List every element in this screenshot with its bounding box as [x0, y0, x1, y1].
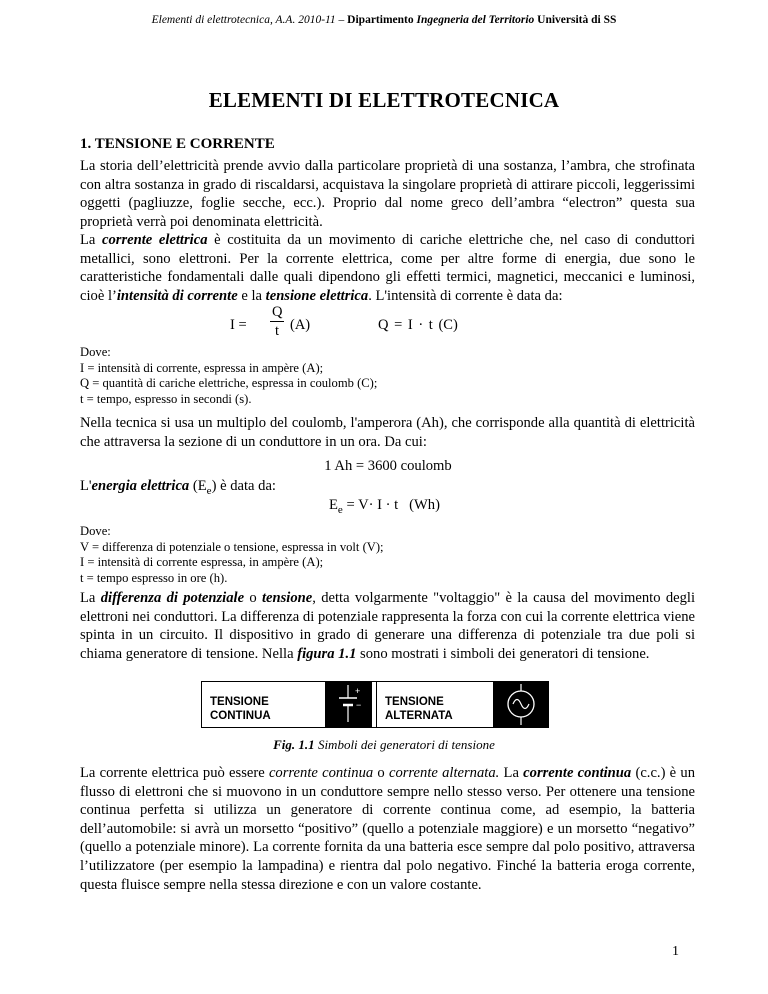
- paragraph-amperora-text: Nella tecnica si usa un multiplo del coulomb, l'amperora (Ah), che corrisponde alla quantità di elettricità che attraversa la sezione di un conduttore in un ora. Da cui:: [80, 415, 695, 450]
- term-tensione-elettrica: tensione elettrica: [265, 287, 369, 304]
- where-line: I = intensità di corrente, espressa in ampère (A);: [80, 360, 324, 375]
- where-line: Dove:: [80, 524, 111, 538]
- header-dept-name: Ingegneria del Territorio: [416, 14, 535, 26]
- figure-caption: [0, 737, 768, 753]
- text-run: La corrente elettrica può essere: [80, 765, 269, 781]
- header-course: Elementi di elettrotecnica, A.A. 2010-11 –: [151, 14, 348, 26]
- equation-ah: 1 Ah = 3600 coulomb: [324, 458, 452, 474]
- dc-label-line: TENSIONE: [210, 696, 269, 708]
- term-corrente-continua-bold: corrente continua: [523, 765, 632, 781]
- text-run: L': [80, 478, 92, 494]
- paragraph-amperora: [80, 414, 695, 451]
- formula-charge: Q = I · t (C): [378, 317, 458, 333]
- text-run: e la: [237, 287, 266, 304]
- document-title: ELEMENTI DI ELETTROTECNICA: [208, 88, 560, 112]
- term-corrente-continua: corrente continua: [268, 765, 374, 781]
- subscript: e: [337, 503, 343, 516]
- text-run: La: [80, 232, 102, 248]
- text-run: (c.c.) è un flusso di elettroni che si muovono in un conduttore sempre nello stesso verso. Per ottenere una tensione continua perfetta si utilizza un generatore di corrente continua come, ad esempio, la batteria dell’automobile: si avrà un morsetto “positivo” (quello a potenziale maggiore) e un morsetto “negativo” (quello a potenziale minore). La corrente fornita da una batteria esce sempre dal polo positivo, attraversa l’utilizzatore (per esempio la lampadina) e rientra dal polo negativo. Finché la batteria eroga corrente, questa fluisce sempre nella stessa direzione e con un valore costante.: [80, 765, 696, 893]
- text-run: è costituita da un movimento di cariche elettriche che, nel caso di conduttori metallici, sono elettroni. Per la corrente elettrica, come per altre forme di energia, due sono le caratteristiche fondamentali dalle quali dipendono gli effetti termici, magnetici, meccanici e luminosi, cioè l’: [80, 232, 695, 304]
- dc-symbol-cell: [326, 682, 371, 727]
- ac-label-line: TENSIONE: [385, 696, 444, 708]
- subscript: e: [206, 484, 212, 497]
- formula-lhs: I =: [230, 317, 247, 333]
- caption-label: Fig. 1.1: [273, 737, 315, 752]
- where-line: t = tempo espresso in ore (h).: [80, 570, 228, 585]
- text-run: = V· I · t (Wh): [342, 497, 440, 513]
- header-dept: Dipartimento: [347, 14, 417, 26]
- minus-sign: −: [356, 700, 362, 710]
- term-differenza-potenziale: differenza di potenziale: [100, 590, 245, 606]
- where-line: I = intensità di corrente espressa, in ampère (A);: [80, 555, 324, 570]
- where-line: Dove:: [80, 345, 111, 359]
- section-heading: 1. TENSIONE E CORRENTE: [80, 136, 275, 152]
- dc-label: [202, 682, 326, 727]
- running-header: [0, 14, 768, 26]
- where-line: t = tempo, espresso in secondi (s).: [80, 391, 252, 406]
- paragraph-amber: [80, 157, 695, 231]
- paragraph-amber-text: La storia dell’elettricità prende avvio dalla particolare proprietà di una sostanza, l’ambra, che strofinata con altra sostanza in grado di riscaldarsi, acquistava la singolare proprietà di attirare piccoli, leggerissimi oggetti (pagliuzze, foglie secche, ecc.). Proprio dal nome greco dell’ambra “electron” questa sua proprietà verrà poi denominata elettricità.: [80, 158, 695, 230]
- where-list-2: [80, 524, 695, 586]
- dc-label-line: CONTINUA: [210, 710, 271, 722]
- term-energia-elettrica: energia elettrica: [91, 478, 190, 494]
- text-run: ) è data da:: [211, 478, 276, 494]
- text-run: o: [244, 590, 262, 606]
- ac-label-line: ALTERNATA: [385, 710, 453, 722]
- text-run: E: [329, 497, 338, 513]
- text-run: sono mostrati i simboli dei generatori di tensione.: [356, 645, 650, 662]
- formula-current: [230, 302, 590, 342]
- where-list-1: [80, 345, 695, 407]
- page-number: 1: [672, 944, 679, 959]
- ac-symbol-cell: [494, 682, 548, 727]
- term-corrente-elettrica: corrente elettrica: [102, 232, 208, 248]
- text-run: La: [499, 765, 524, 781]
- fraction-bar: [270, 321, 284, 322]
- paragraph-current-text: [80, 231, 695, 305]
- term-tensione: tensione: [261, 590, 313, 606]
- ac-source-icon: [494, 682, 548, 727]
- text-run: La: [80, 590, 101, 606]
- figure-reference: figura 1.1: [297, 645, 357, 662]
- text-run: (E: [189, 478, 207, 494]
- where-line: Q = quantità di cariche elettriche, espressa in coulomb (C);: [80, 376, 378, 391]
- text-run: , detta volgarmente "voltaggio" è la causa del movimento degli elettroni nei conduttori. La differenza di potenziale rappresenta la forza con cui la corrente elettrica viene spinta in un circuito. Il dispositivo in grado di generare una differenza di potenziale tra due poli si chiama generatore di tensione. Nella: [80, 590, 696, 662]
- header-university: Università di SS: [534, 14, 617, 26]
- where-line: V = differenza di potenziale o tensione, espressa in volt (V);: [80, 539, 384, 554]
- paragraph-dc-text: [80, 764, 695, 894]
- term-corrente-alternata: corrente alternata.: [388, 765, 500, 781]
- paragraph-voltage: [80, 589, 695, 663]
- ac-label: [377, 682, 494, 727]
- text-run: . L'intensità di corrente è data da:: [368, 287, 563, 304]
- formula-denominator: t: [275, 323, 280, 339]
- paragraph-voltage-text: [80, 589, 695, 663]
- equation-energy: [329, 497, 440, 516]
- term-intensita-corrente: intensità di corrente: [116, 287, 238, 304]
- formula-numerator: Q: [272, 304, 283, 320]
- caption-text: Simboli dei generatori di tensione: [314, 737, 495, 752]
- figure-generator-symbols: [201, 681, 549, 728]
- battery-icon: [326, 682, 371, 727]
- paragraph-dc: [80, 764, 695, 894]
- formula-unit: (A): [290, 317, 311, 333]
- text-run: o: [373, 765, 389, 781]
- plus-sign: +: [355, 686, 361, 696]
- paragraph-current: [80, 231, 695, 305]
